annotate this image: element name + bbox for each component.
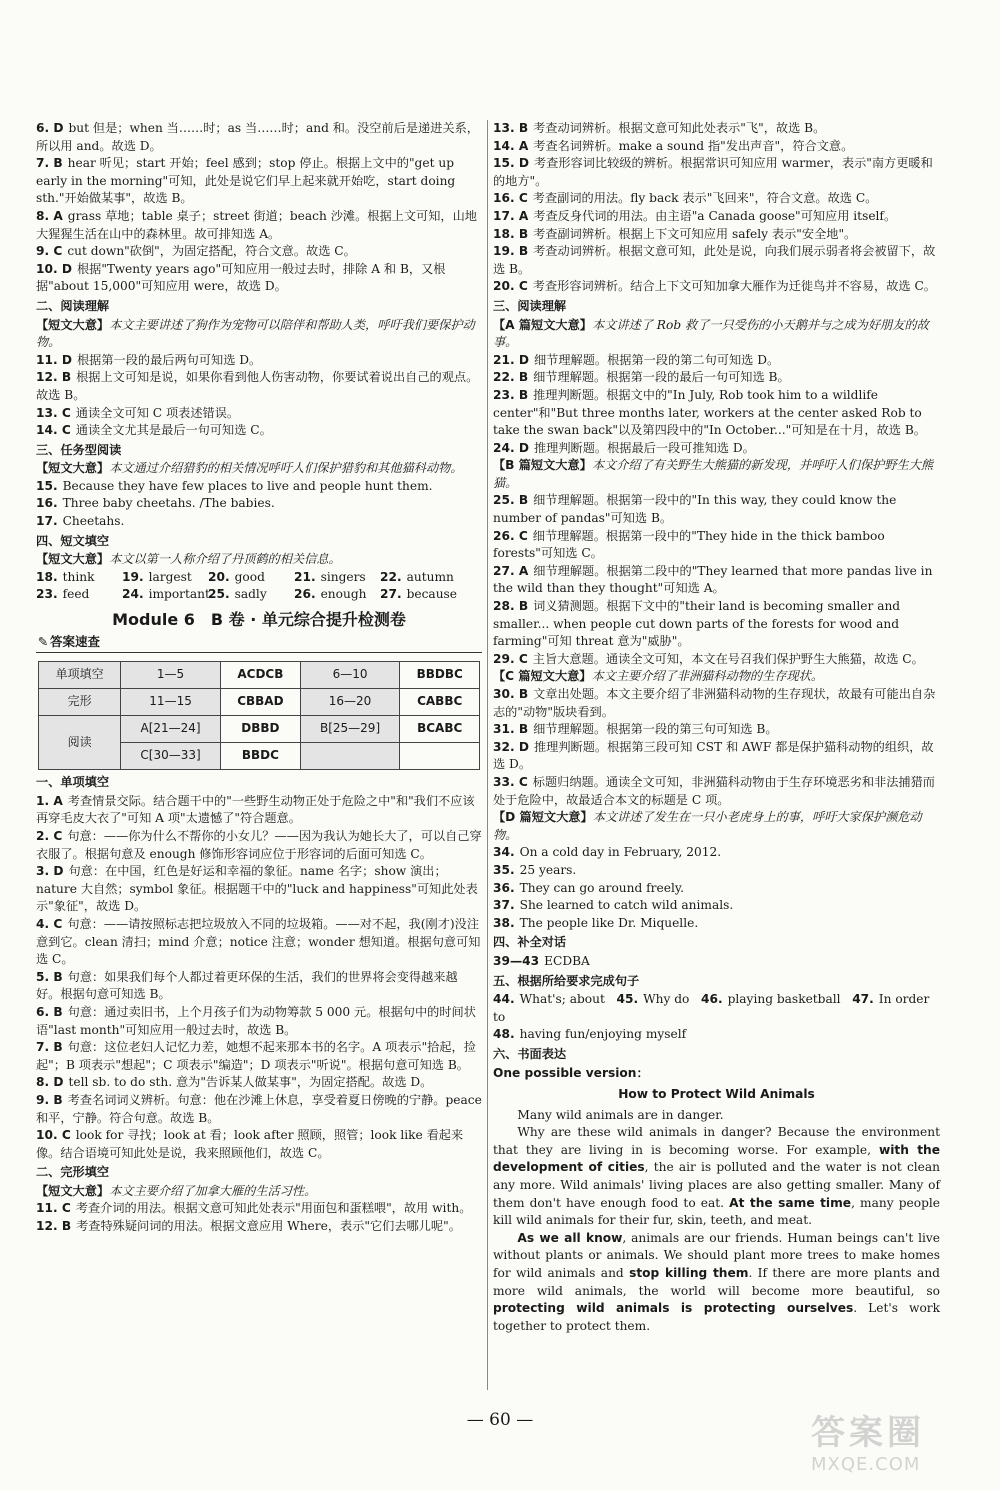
answer-item (493, 953, 940, 971)
answer-item (493, 243, 940, 278)
item-number: 32. D (493, 739, 529, 754)
item-number: 27. A (493, 563, 529, 578)
right-column (493, 120, 940, 1335)
item-number: 9. C (36, 244, 63, 259)
item-answer: She learned to catch wild animals. (519, 898, 734, 913)
answer-item (36, 352, 482, 370)
item-number: 39—43 (493, 953, 540, 968)
answer-item (493, 492, 940, 527)
section-heading-fill-blanks: 四、短文填空 (36, 533, 110, 548)
item-explanation: but 但是；when 当……时；as 当……时；and 和。没空前后是递进关系，所以用 and。故选 D。 (36, 121, 479, 153)
answer-item (36, 863, 482, 916)
passage-summary (36, 551, 482, 569)
item-explanation: 考查名词词义辨析。句意：他在沙滩上休息，享受着夏日傍晚的宁静。peace 和平，宁静。符合句意。故选 B。 (36, 1092, 482, 1125)
answer-item (36, 1200, 482, 1218)
item-number: 7. B (36, 156, 63, 171)
item-number: 34. (493, 845, 515, 860)
item-explanation: 细节理解题。根据第一段的第三句可知选 B。 (533, 722, 778, 737)
answer-item (36, 1127, 482, 1162)
item-explanation: grass 草地；table 桌子；street 街道；beach 沙滩。根据上文可知，山地大猩猩生活在山中的森林里。故可排知选 A。 (36, 208, 477, 241)
answer-item (493, 190, 940, 208)
item-explanation: cut down"砍倒"，为固定搭配，符合文意。故选 C。 (67, 244, 356, 259)
item-number: 20. C (493, 279, 528, 294)
summary-text: 本文主要讲述了狗作为宠物可以陪伴和帮助人类，呼吁我们要保护动物。 (36, 317, 475, 350)
item-number: 16. C (493, 191, 528, 206)
blank-answer: 21. singers (294, 569, 366, 584)
item-explanation: 句意：这位老妇人记忆力差，她想不起来那本书的名字。A 项表示"拾起，捡起"；B 项表示"想起"；C 项表示"编造"；D 项表示"听说"。根据句意可知选 B。 (36, 1040, 476, 1072)
item-explanation: 句意：——你为什么不帮你的小女儿？——因为我认为她长大了，可以自己穿衣服了。根据句意及 enough 修饰形容词应位于形容词的后面可知选 C。 (36, 829, 482, 861)
item-number: 31. B (493, 722, 529, 737)
answer-item (493, 352, 940, 370)
item-explanation: 句意：如果我们每个人都过着更环保的生活，我们的世界将会变得越来越好。根据句意可知选 B。 (36, 969, 458, 1002)
summary-text: 本文主要介绍了加拿大雁的生活习性。 (109, 1183, 317, 1198)
item-explanation: 考查副词辨析。根据上下文可知应用 safely 表示"安全地"。 (533, 226, 857, 241)
item-number: 3. D (36, 864, 64, 879)
item-answer: On a cold day in February, 2012. (519, 845, 722, 860)
item-number: 14. C (36, 423, 71, 438)
summary-tag: 【C 篇短文大意】 (493, 669, 592, 684)
item-explanation: 文章出处题。本文主要介绍了非洲猫科动物的生存现状，故最有可能出自杂志的"动物"版块看到。 (493, 687, 936, 719)
item-explanation: look for 寻找；look at 看；look after 照顾，照管；look like 看起来像。结合语境可知此处是说，我来照顾他们，故选 C。 (36, 1128, 464, 1160)
item-explanation: 考查特殊疑问词的用法。根据文意应用 Where，表示"它们去哪儿呢"。 (76, 1219, 461, 1234)
blank-answer: 22. autumn (380, 569, 454, 584)
fill-blank-answers (36, 569, 482, 604)
item-explanation: 细节理解题。根据第一段中的"They hide in the thick bamboo forests"可知选 C。 (493, 528, 885, 561)
item-number: 17. (36, 514, 58, 529)
summary-text: 本文介绍了有关野生大熊猫的新发现，并呼吁人们保护野生大熊猫。 (493, 458, 934, 490)
answer-key-header (36, 633, 482, 654)
answer-item (36, 513, 482, 531)
answer-item (36, 828, 482, 863)
answer-item (36, 969, 482, 1004)
answer-item (493, 739, 940, 774)
answer-item (36, 261, 482, 296)
passage-summary (493, 668, 940, 686)
answer-item (36, 155, 482, 208)
answer-item (493, 651, 940, 669)
item-explanation: 考查名词辨析。make a sound 指"发出声音"，符合文意。 (533, 138, 854, 153)
summary-tag: 【短文大意】 (36, 461, 110, 476)
item-number: 13. C (36, 405, 71, 420)
answer-item (493, 915, 940, 933)
item-number: 26. C (493, 528, 528, 543)
section-heading-reading: 三、阅读理解 (493, 298, 567, 313)
answer-line: 48. having fun/enjoying myself (493, 1027, 687, 1042)
item-number: 10. D (36, 261, 72, 276)
section-heading-dialog: 四、补全对话 (493, 935, 567, 950)
answer-item (36, 1039, 482, 1074)
summary-text: 本文以第一人称介绍了丹顶鹤的相关信息。 (109, 552, 341, 567)
watermark-logo: 答案圈 MXQE.COM (811, 1413, 925, 1475)
blank-answer: 25. sadly (208, 587, 267, 602)
answer-item (493, 862, 940, 880)
item-number: 1. A (36, 793, 63, 808)
item-number: 15. (36, 478, 58, 493)
blank-answer: 19. largest (122, 569, 192, 584)
item-number: 38. (493, 915, 515, 930)
answer-item (493, 598, 940, 651)
item-answer: They can go around freely. (519, 880, 684, 895)
item-explanation: 考查动词辨析。根据文意可知此处表示"飞"，故选 B。 (533, 121, 826, 135)
item-number: 6. B (36, 1004, 63, 1019)
answer-item (36, 120, 482, 155)
item-explanation: 根据第一段的最后两句可知选 D。 (76, 352, 262, 367)
item-explanation: 推理判断题。根据最后一段可推知选 D。 (533, 440, 755, 455)
answer-item (36, 405, 482, 423)
answer-item (493, 774, 940, 809)
module-title: Module 6 B 卷 · 单元综合提升检测卷 (112, 610, 406, 630)
item-number: 30. B (493, 687, 529, 701)
blank-answer: 23. feed (36, 587, 90, 602)
item-explanation: hear 听见；start 开始；feel 感到；stop 停止。根据上文中的"get up early in the morning"可知，此处是说它们早上起来就开始吃，start doing sth."开始做某事"，故选 B。 (36, 156, 456, 206)
item-explanation: 考查情景交际。结合题干中的"一些野生动物正处于危险之中"和"我们不应该再穿毛皮大衣了"可知 A 项"太遗憾了"符合题意。 (36, 793, 475, 826)
item-number: 36. (493, 880, 515, 895)
summary-tag: 【B 篇短文大意】 (493, 458, 592, 473)
section-heading-task-reading: 三、任务型阅读 (36, 442, 122, 457)
summary-text: 本文通过介绍猎豹的相关情况呼吁人们保护猎豹和其他猫科动物。 (109, 461, 463, 476)
item-explanation: 根据"Twenty years ago"可知应用一般过去时，排除 A 和 B，又根据"about 15,000"可知应用 were，故选 D。 (36, 261, 446, 294)
item-number: 37. (493, 898, 515, 913)
item-number: 2. C (36, 829, 63, 843)
table-row: 完形 11—15 CBBAD 16—20 CABBC (39, 689, 480, 716)
item-number: 22. B (493, 370, 529, 385)
item-number: 7. B (36, 1040, 63, 1055)
page-number: — 60 — (466, 1410, 534, 1430)
answer-item (36, 422, 482, 440)
item-explanation: 考查介词的用法。根据文意可知此处表示"用面包和蛋糕喂"，故用 with。 (75, 1201, 472, 1216)
item-number: 8. A (36, 208, 63, 223)
item-explanation: 句意：——请按照标志把垃圾放入不同的垃圾箱。——对不起，我(刚才)没注意到它。clean 清扫；mind 介意；notice 注意；wonder 想知道。根据句意可知选 C。 (36, 916, 481, 967)
item-explanation: 根据上文可知是说，如果你看到他人伤害动物，你要试着说出自己的观点。故选 B。 (36, 370, 479, 402)
item-answer: ECDBA (544, 953, 590, 968)
answer-item (493, 369, 940, 387)
item-explanation: 词义猜测题。根据下文中的"their land is becoming smaller and smaller... when people cut down parts of the forests for wood and farming"可知 threat 意为"威胁"。 (493, 599, 901, 649)
answer-item (493, 721, 940, 739)
answer-item (36, 495, 482, 513)
answer-item (36, 916, 482, 969)
answer-item (36, 793, 482, 828)
passage-summary (493, 317, 940, 352)
passage-summary (36, 460, 482, 478)
item-explanation: tell sb. to do sth. 意为"告诉某人做某事"，为固定搭配。故选 D。 (68, 1075, 433, 1090)
item-explanation: 细节理解题。根据第一段的第二句可知选 D。 (533, 352, 780, 367)
summary-text: 本文讲述了发生在一只小老虎身上的事，呼吁大家保护濒危动物。 (493, 810, 922, 842)
item-number: 4. C (36, 916, 63, 931)
item-answer: Cheetahs. (62, 514, 125, 529)
item-explanation: 考查反身代词的用法。由主语"a Canada goose"可知应用 itself。 (533, 208, 897, 223)
item-number: 35. (493, 862, 515, 877)
summary-tag: 【A 篇短文大意】 (493, 317, 592, 332)
item-number: 25. B (493, 493, 529, 508)
item-number: 12. B (36, 370, 72, 385)
item-explanation: 考查副词的用法。fly back 表示"飞回来"，符合文意。故选 C。 (532, 191, 878, 206)
answer-item (493, 208, 940, 226)
item-number: 13. B (493, 121, 529, 135)
summary-text: 本文讲述了 Rob 救了一只受伤的小天鹅并与之成为好朋友的故事。 (493, 317, 929, 350)
item-number: 16. (36, 496, 58, 511)
item-explanation: 考查动词辨析。根据文意可知，此处是说，向我们展示弱者将会被留下，故选 B。 (493, 244, 936, 276)
item-number: 18. B (493, 226, 529, 241)
item-number: 33. C (493, 774, 528, 789)
answer-item (36, 208, 482, 243)
essay-paragraph: Many wild animals are in danger. (517, 1107, 724, 1122)
answer-item (493, 563, 940, 598)
item-explanation: 考查形容词辨析。结合上下文可知加拿大雁作为迁徙鸟并不容易，故选 C。 (532, 279, 936, 294)
item-number: 11. D (36, 352, 72, 367)
answer-item (36, 478, 482, 496)
item-answer: The people like Dr. Miquelle. (519, 915, 699, 930)
answer-item (493, 686, 940, 721)
item-number: 28. B (493, 599, 529, 614)
item-explanation: 推理判断题。根据第三段可知 CST 和 AWF 都是保护猫科动物的组织，故选 D。 (493, 739, 934, 772)
answer-item (493, 138, 940, 156)
item-number: 5. B (36, 969, 63, 984)
section-heading-cloze: 二、完形填空 (36, 1165, 110, 1180)
answer-item (493, 226, 940, 244)
cloze-items-6-10 (36, 120, 482, 296)
answer-item (493, 387, 940, 440)
item-number: 19. B (493, 244, 529, 259)
left-column (36, 120, 482, 1236)
essay-title: How to Protect Wild Animals (618, 1087, 815, 1102)
answer-item (493, 155, 940, 190)
passage-summary (36, 317, 482, 352)
answer-item (493, 440, 940, 458)
blank-answer: 18. think (36, 569, 95, 584)
blank-answer: 26. enough (294, 587, 367, 602)
item-number: 9. B (36, 1092, 63, 1107)
item-explanation: 主旨大意题。通读全文可知，本文在号召我们保护野生大熊猫，故选 C。 (532, 651, 924, 666)
item-number: 12. B (36, 1219, 72, 1234)
section-heading-reading: 二、阅读理解 (36, 298, 110, 313)
column-divider (487, 120, 488, 1390)
section-heading-writing: 六、书面表达 (493, 1046, 567, 1061)
answer-item (36, 369, 482, 404)
item-answer: Because they have few places to live and people hunt them. (62, 478, 433, 493)
item-number: 29. C (493, 651, 528, 666)
answer-line: 44. What's; about 45. Why do 46. playing basketball 47. In order to (493, 992, 930, 1024)
summary-tag: 【D 篇短文大意】 (493, 810, 593, 825)
answer-item (493, 897, 940, 915)
answer-item (493, 880, 940, 898)
item-answer: Three baby cheetahs. /The babies. (62, 496, 275, 511)
blank-answer: 24. important (122, 587, 210, 602)
item-number: 17. A (493, 208, 529, 223)
pencil-icon: ✎ (37, 633, 49, 649)
blank-answer: 20. good (208, 569, 265, 584)
summary-tag: 【短文大意】 (36, 552, 110, 567)
section-heading-complete-sentences: 五、根据所给要求完成句子 (493, 973, 640, 988)
blank-answer: 27. because (380, 587, 458, 602)
answer-item (493, 528, 940, 563)
item-explanation: 句意：在中国，红色是好运和幸福的象征。name 名字；show 演出；nature 大自然；symbol 象征。根据题干中的"luck and happiness"可知此处表示"象征"，故选 D。 (36, 864, 478, 914)
item-number: 8. D (36, 1075, 64, 1090)
item-explanation: 通读全文尤其是最后一句可知选 C。 (75, 423, 272, 438)
section-heading-single-choice: 一、单项填空 (36, 775, 110, 790)
item-explanation: 通读全文可知 C 项表述错误。 (75, 405, 240, 420)
summary-text: 本文主要介绍了非洲猫科动物的生存现状。 (591, 669, 824, 684)
version-label: One possible version： (493, 1066, 649, 1081)
table-row: 单项填空 1—5 ACDCB 6—10 BBDBC (39, 662, 480, 689)
answer-item (493, 278, 940, 296)
answer-item (36, 1074, 482, 1092)
item-explanation: 细节理解题。根据第一段的最后一句可知选 B。 (533, 370, 790, 385)
item-number: 21. D (493, 352, 529, 367)
item-explanation: 考查形容词比较级的辨析。根据常识可知应用 warmer，表示"南方更暖和的地方"。 (493, 156, 933, 188)
summary-tag: 【短文大意】 (36, 1183, 110, 1198)
answer-item (36, 1092, 482, 1127)
item-number: 6. D (36, 121, 64, 135)
passage-summary (493, 457, 940, 492)
answer-key-label: 答案速查 (50, 633, 101, 649)
item-explanation: 细节理解题。根据第二段中的"They learned that more pandas live in the wild than they thought"可知选 A。 (493, 563, 933, 596)
item-answer: 25 years. (519, 862, 577, 877)
item-number: 11. C (36, 1201, 71, 1216)
model-essay (493, 1107, 940, 1336)
item-explanation: 标题归纳题。通读全文可知，非洲猫科动物由于生存环境恶劣和非法捕猎而处于危险中，故最适合本文的标题是 C 项。 (493, 774, 935, 807)
item-number: 14. A (493, 138, 529, 153)
answer-key-table (38, 661, 480, 770)
answer-item (36, 243, 482, 261)
item-number: 24. D (493, 440, 529, 455)
table-row: C[30—33] BBDC (39, 743, 480, 770)
item-explanation: 句意：通过卖旧书，上个月孩子们为动物筹款 5 000 元。根据句中的时间状语"last month"可知应用一般过去时，故选 B。 (36, 1004, 476, 1037)
item-explanation: 推理判断题。根据文中的"In July, Rob took him to a wildlife center"和"But three months later, workers at the center asked Rob to take the swan back"以及第四段中的"In October..."可知是在十月，故选 B。 (493, 387, 926, 438)
passage-summary (493, 809, 940, 844)
summary-tag: 【短文大意】 (36, 317, 110, 332)
answer-item (36, 1218, 482, 1236)
answer-item (36, 1004, 482, 1039)
item-number: 15. D (493, 156, 529, 171)
essay-paragraph: Why are these wild animals in danger? Because the environment that they are living in is becoming worse. For example, with the development of cities, the air is polluted and the water is not clean any more. Wild animals' living places are also getting smaller. Many of them don't have enough food to eat. At the same time, many people kill wild animals for their fur, skin, teeth, and meat. (493, 1125, 941, 1228)
answer-item (493, 120, 940, 138)
item-number: 10. C (36, 1128, 71, 1143)
essay-paragraph: As we all know, animals are our friends. Human beings can't live without plants or animals. We should plant more trees to make homes for wild animals and stop killing them. If there are more plants and more wild animals, the world will become more beautiful, so protecting wild animals is protecting ourselves. Let's work together to protect them. (493, 1230, 940, 1333)
item-explanation: 细节理解题。根据第一段中的"In this way, they could know the number of pandas"可知选 B。 (493, 493, 897, 526)
passage-summary (36, 1183, 482, 1201)
answer-item (493, 844, 940, 862)
item-number: 23. B (493, 387, 529, 402)
table-row: 阅读 A[21—24] DBBD B[25—29] BCABC (39, 716, 480, 743)
